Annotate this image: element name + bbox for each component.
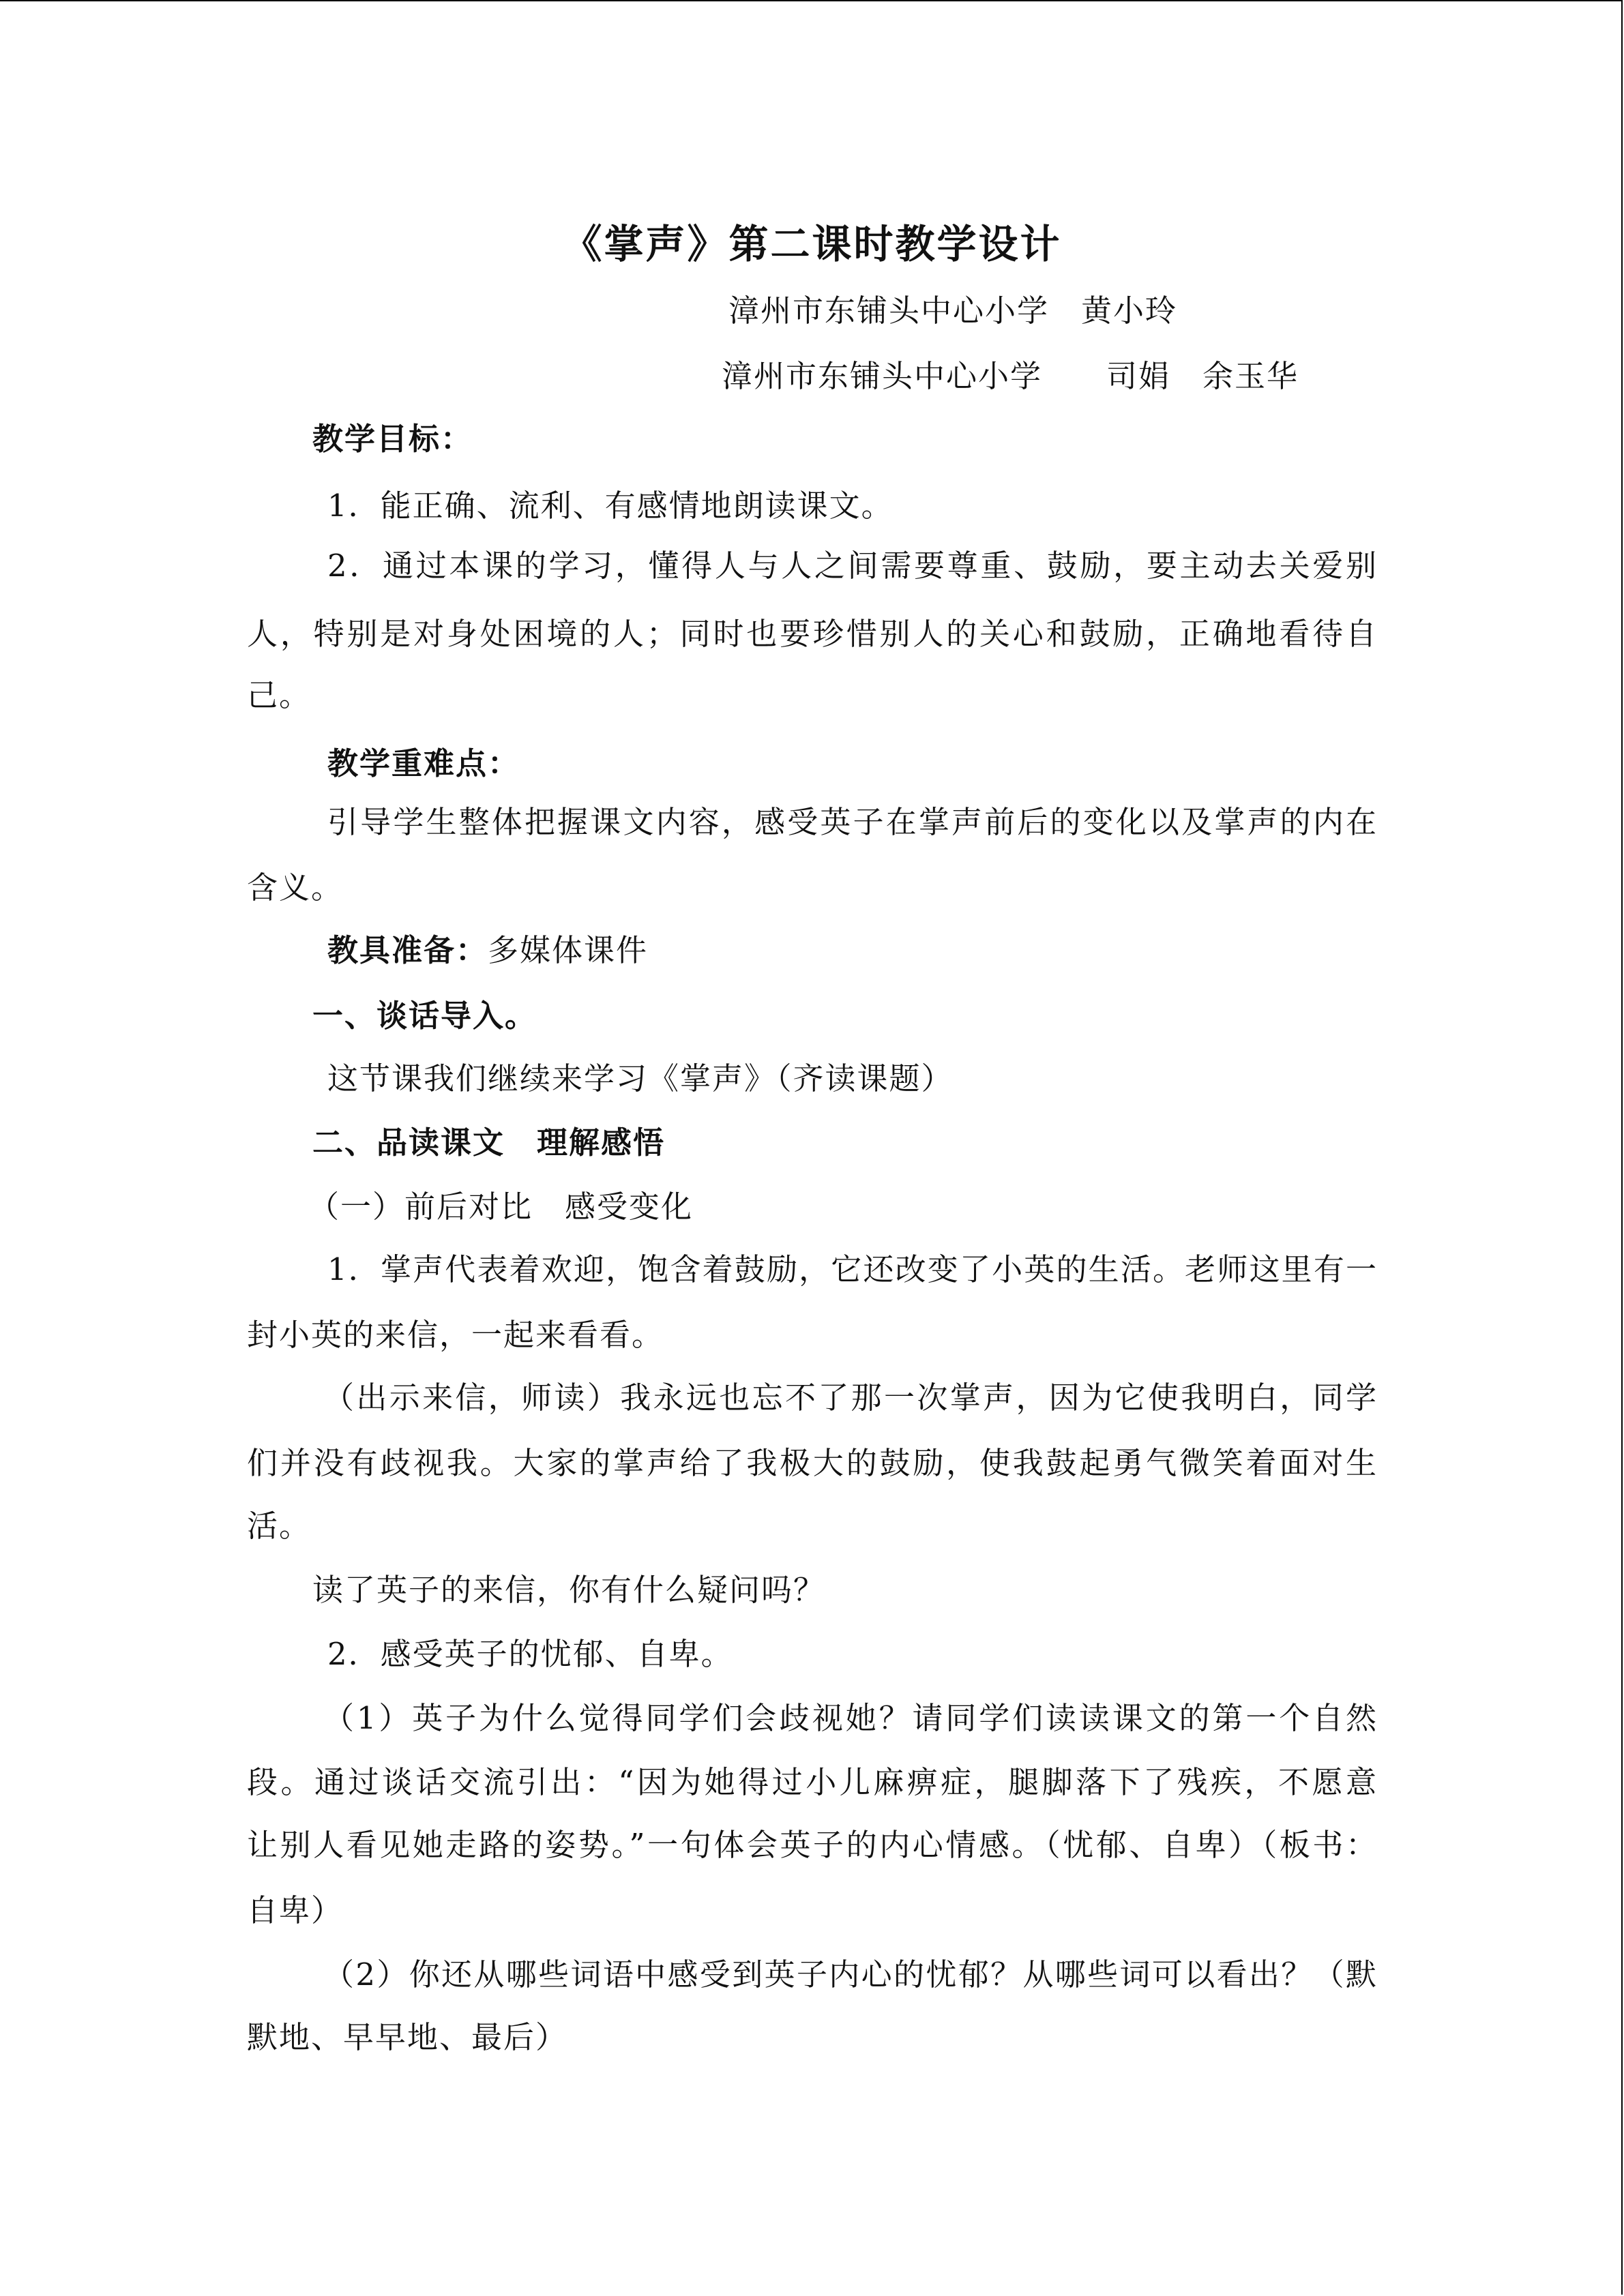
para-5-line-1: （1）英子为什么觉得同学们会歧视她？请同学们读读课文的第一个自然 [323,1700,1378,1736]
para-3: 读了英子的来信，你有什么疑问吗？ [312,1572,826,1608]
para-1-line-1: 1．掌声代表着欢迎，饱含着鼓励，它还改变了小英的生活。老师这里有一 [327,1251,1378,1287]
para-2-line-1: （出示来信，师读）我永远也忘不了那一次掌声，因为它使我明白，同学 [323,1380,1378,1416]
para-6-line-2: 默地、早早地、最后） [247,2019,568,2055]
para-4: 2．感受英子的忧郁、自卑。 [327,1636,733,1672]
goal-item-2-line-2: 人，特别是对身处困境的人；同时也要珍惜别人的关心和鼓励，正确地看待自 [247,616,1378,652]
section-1-text: 这节课我们继续来学习《掌声》（齐读课题） [327,1060,954,1097]
tools-line [327,930,648,971]
para-6-line-1: （2）你还从哪些词语中感受到英子内心的忧郁？从哪些词可以看出？（默 [323,1956,1378,1993]
goals-heading: 教学目标： [312,421,473,457]
para-1-line-2: 封小英的来信，一起来看看。 [247,1317,664,1353]
tools-value: 多媒体课件 [488,932,649,968]
section-2-subheading: （一）前后对比 感受变化 [308,1189,694,1225]
key-points-line-1: 引导学生整体把握课文内容，感受英子在掌声前后的变化以及掌声的内在 [327,804,1378,840]
goal-item-2-line-1: 2．通过本课的学习，懂得人与人之间需要尊重、鼓励，要主动去关爱别 [327,548,1378,584]
key-points-heading: 教学重难点： [327,745,520,781]
para-5-line-3: 让别人看见她走路的姿势。”一句体会英子的内心情感。（忧郁、自卑）（板书： [247,1827,1378,1863]
para-2-line-2: 们并没有歧视我。大家的掌声给了我极大的鼓励，使我鼓起勇气微笑着面对生 [247,1445,1378,1481]
para-2-line-3: 活。 [247,1508,312,1544]
document-title: 《掌声》第二课时教学设计 [562,221,1062,267]
goal-item-2-line-3: 己。 [247,677,312,713]
section-2-heading: 二、品读课文 理解感悟 [312,1124,666,1161]
para-5-line-2: 段。通过谈话交流引出：“因为她得过小儿麻痹症，腿脚落下了残疾，不愿意 [247,1764,1378,1800]
key-points-line-2: 含义。 [247,869,344,906]
author-line-2: 漳州市东铺头中心小学 司娟 余玉华 [722,358,1299,394]
para-5-line-4: 自卑） [247,1892,344,1928]
goal-item-1: 1．能正确、流利、有感情地朗读课文。 [327,488,894,524]
author-line-1: 漳州市东铺头中心小学 黄小玲 [728,293,1178,329]
section-1-heading: 一、谈话导入。 [312,998,537,1034]
tools-label: 教具准备： [327,932,488,968]
